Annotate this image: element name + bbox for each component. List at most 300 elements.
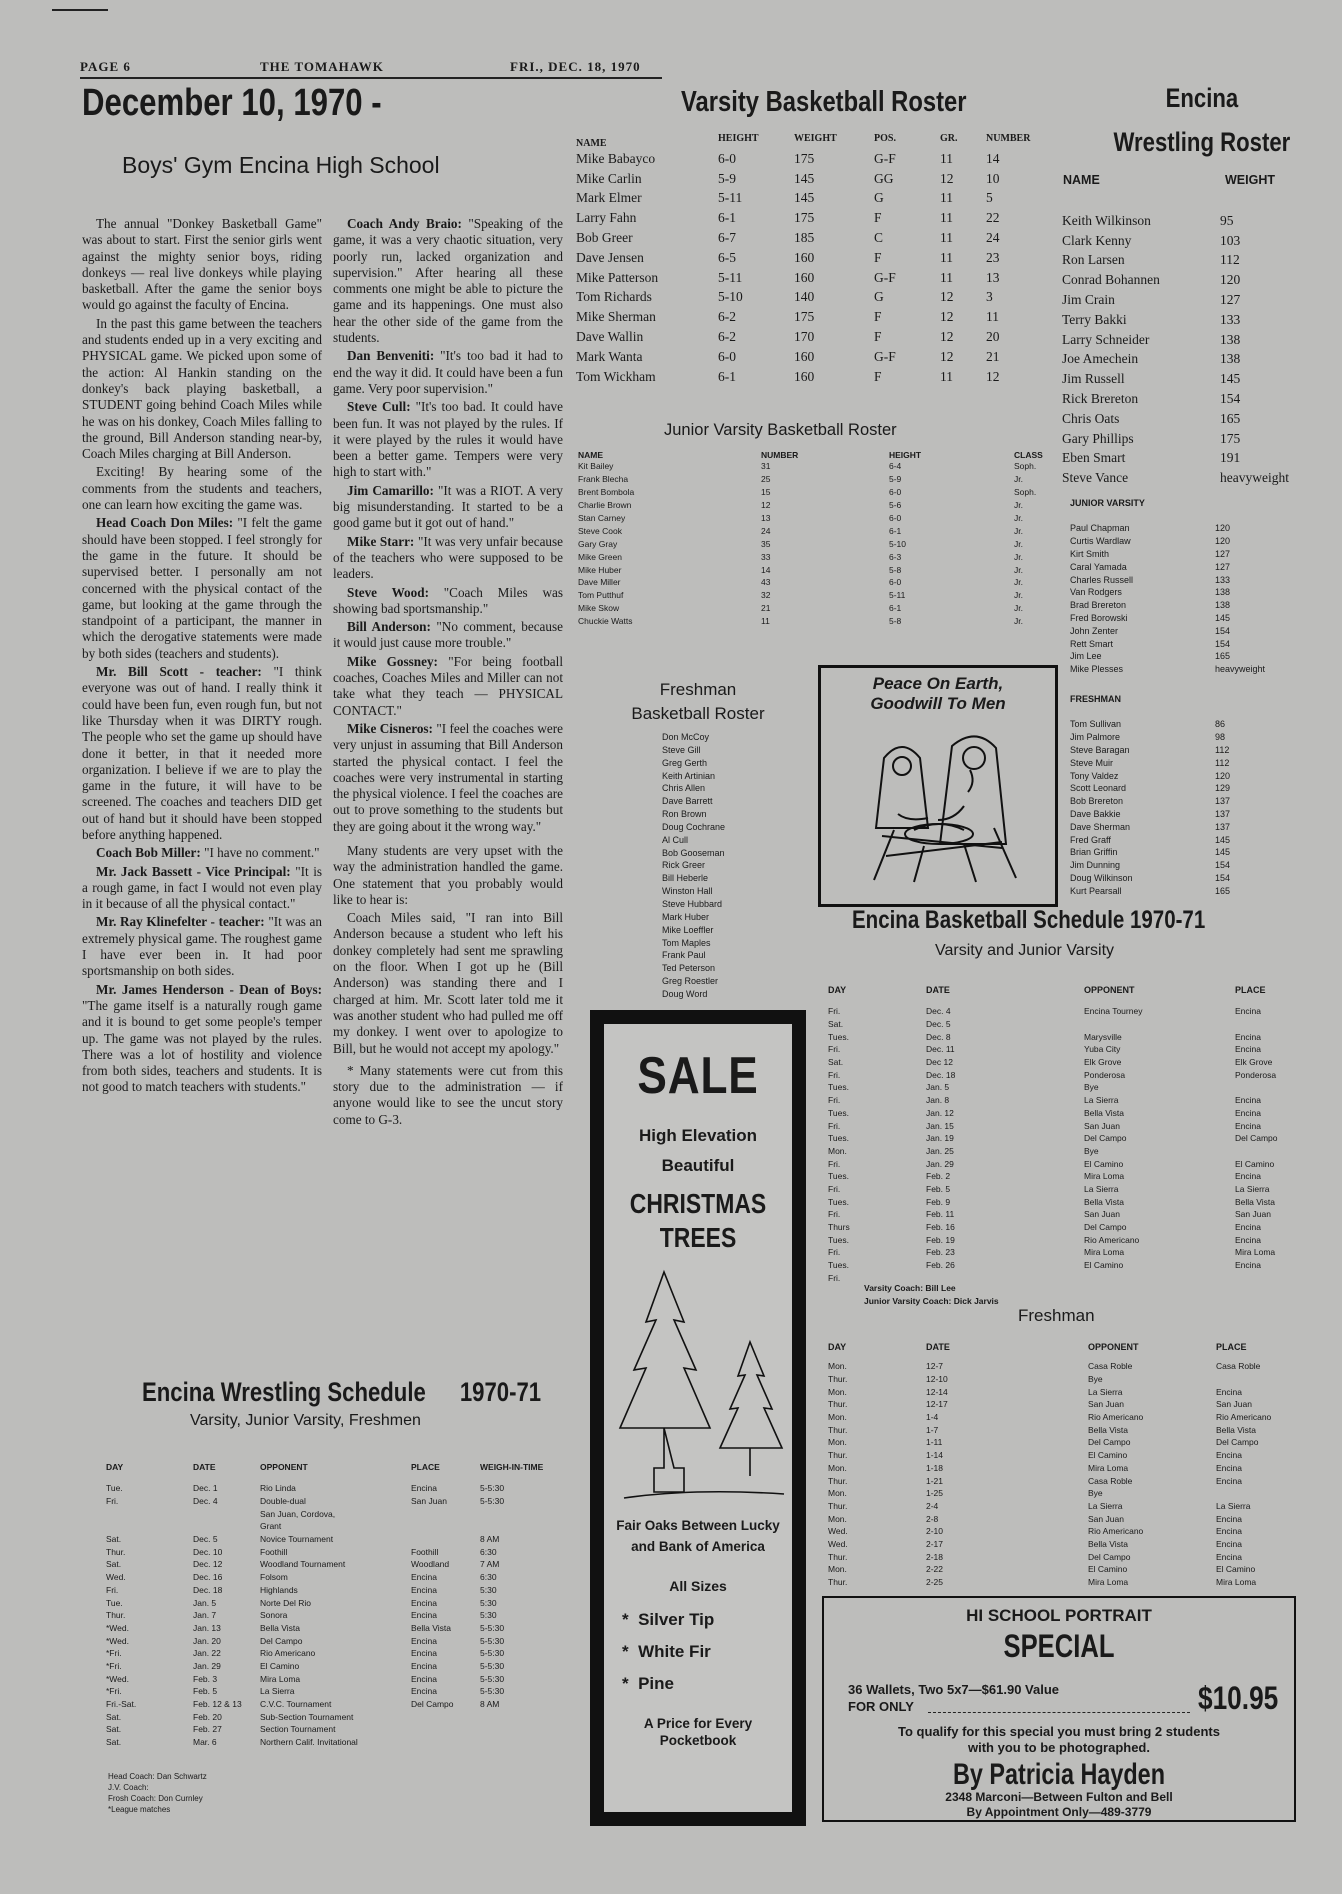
portrait-price: $10.95 xyxy=(1198,1680,1279,1716)
sale-item-label: Silver Tip xyxy=(638,1610,715,1629)
table-row xyxy=(1070,731,1290,744)
table-cell: Mon. xyxy=(828,1462,847,1473)
freshman-roster-list xyxy=(662,731,725,1001)
table-cell: Mon. xyxy=(828,1564,847,1575)
table-cell: C.V.C. Tournament xyxy=(260,1699,332,1710)
table-cell: 86 xyxy=(1215,719,1226,730)
col-header: DAY xyxy=(106,1462,124,1472)
col-header: HEIGHT xyxy=(889,450,922,460)
table-cell: 133 xyxy=(1220,311,1241,327)
table-cell: 5:30 xyxy=(480,1610,497,1621)
sale-tagline: A Price for Every xyxy=(643,1716,753,1731)
table-row xyxy=(106,1634,576,1647)
table-cell xyxy=(1084,1018,1235,1031)
table-cell: Del Campo xyxy=(1084,1222,1127,1233)
quote-speaker: Bill Anderson: xyxy=(347,619,431,635)
table-row xyxy=(106,1584,576,1597)
table-cell: 145 xyxy=(1215,612,1231,623)
col-header: NAME xyxy=(578,450,604,460)
table-cell: Encina xyxy=(1216,1551,1242,1562)
table-cell xyxy=(106,1507,193,1520)
table-cell: La Sierra xyxy=(1088,1500,1123,1511)
table-cell: El Camino xyxy=(1088,1450,1128,1461)
table-cell: 43 xyxy=(761,577,771,588)
table-cell: Jim Lee xyxy=(1070,651,1102,662)
table-cell: 6-1 xyxy=(889,525,902,536)
table-row xyxy=(828,1487,1328,1500)
table-row xyxy=(106,1596,576,1609)
table-cell xyxy=(411,1507,480,1520)
table-cell: 6-0 xyxy=(718,150,736,166)
wrestling-schedule-subtitle: Varsity, Junior Varsity, Freshmen xyxy=(190,1412,421,1429)
table-row xyxy=(828,1563,1328,1576)
quote-text: "I have no comment." xyxy=(204,845,320,861)
table-cell: 12 xyxy=(940,170,954,186)
quote-speaker: Steve Wood: xyxy=(347,584,429,600)
table-cell: G-F xyxy=(874,150,896,166)
freshman-roster-title-line: Freshman xyxy=(659,680,737,699)
table-cell: Conrad Bohannen xyxy=(1062,272,1160,288)
freshman-roster-title xyxy=(608,678,788,726)
quote xyxy=(333,534,563,583)
table-cell: Tues. xyxy=(828,1107,849,1118)
table-cell: 20 xyxy=(986,329,1000,345)
table-cell: 12-10 xyxy=(926,1374,948,1385)
table-row xyxy=(1070,820,1290,833)
quote-text: "It's too bad. It could have been fun. It was not played by the rules. If it were played by the rules it would have been a better game. Tempers were very high to start with." xyxy=(333,399,563,480)
table-cell: 5-11 xyxy=(718,269,743,285)
col-header: DATE xyxy=(193,1462,216,1472)
table-cell: 11 xyxy=(986,309,999,325)
table-row xyxy=(828,1132,1318,1145)
table-cell: Mon. xyxy=(828,1513,847,1524)
table-row xyxy=(1070,573,1290,586)
col-header: WEIGHT xyxy=(794,133,837,144)
quote-speaker: Mr. James Henderson - Dean of Boys: xyxy=(96,981,322,997)
offer-rule xyxy=(928,1712,1190,1714)
quote-speaker: Head Coach Don Miles: xyxy=(96,515,234,531)
table-cell: La Sierra xyxy=(260,1686,295,1697)
table-cell: San Juan xyxy=(1088,1513,1124,1524)
portrait-qualify: To qualify for this special you must bring 2 students xyxy=(898,1724,1220,1739)
table-cell: Encina xyxy=(411,1635,437,1646)
table-cell: 145 xyxy=(1215,847,1231,858)
table-cell: 5-5:30 xyxy=(480,1622,505,1633)
table-cell: 15 xyxy=(761,487,771,498)
table-cell xyxy=(480,1520,576,1533)
table-cell: Jan. 13 xyxy=(193,1622,221,1633)
table-cell: Van Rodgers xyxy=(1070,587,1122,598)
freshman-schedule xyxy=(828,1334,1328,1588)
table-cell: Casa Roble xyxy=(1088,1475,1133,1486)
table-cell: Wed. xyxy=(828,1538,848,1549)
table-cell: 6:30 xyxy=(480,1546,497,1557)
table-cell: Jan. 5 xyxy=(193,1597,217,1608)
table-cell: Dec. 11 xyxy=(926,1044,955,1055)
table-cell: 160 xyxy=(794,249,815,265)
quote xyxy=(333,619,563,652)
table-cell: G-F xyxy=(874,269,896,285)
table-cell: 160 xyxy=(794,368,815,384)
table-row xyxy=(828,1005,1318,1018)
table-cell: 6-0 xyxy=(718,348,736,364)
table-row xyxy=(1070,560,1290,573)
table-cell: Bella Vista xyxy=(1088,1538,1129,1549)
table-row xyxy=(1070,833,1290,846)
table-cell: Jim Dunning xyxy=(1070,860,1121,871)
table-row xyxy=(578,512,1058,525)
quote-text: "It's too bad it had to end the way it did. It could have been a fun game. Very poor supervision." xyxy=(333,348,564,396)
table-cell: 5-10 xyxy=(889,538,907,549)
sale-item-label: Pine xyxy=(638,1674,674,1693)
table-cell: 12-7 xyxy=(926,1361,944,1372)
table-cell: Tue. xyxy=(106,1597,123,1608)
table-cell: Mike Plesses xyxy=(1070,664,1124,675)
table-cell: Jan. 7 xyxy=(193,1610,217,1621)
table-cell: Sat. xyxy=(828,1019,844,1030)
table-cell: Terry Bakki xyxy=(1062,311,1127,327)
table-cell: 23 xyxy=(986,249,1000,265)
table-cell: Dave Jensen xyxy=(576,249,644,265)
sale-location: Fair Oaks Between Lucky xyxy=(616,1518,780,1533)
wrestling-roster-title-line: Wrestling Roster xyxy=(1113,127,1291,157)
table-cell: Bella Vista xyxy=(1235,1196,1276,1207)
table-cell: Tues. xyxy=(828,1031,849,1042)
table-cell: Jim Palmore xyxy=(1070,732,1121,743)
corner-rule xyxy=(52,9,108,11)
table-cell: 2-8 xyxy=(926,1513,939,1524)
table-cell: Keith Wilkinson xyxy=(1062,212,1151,228)
table-row xyxy=(106,1482,576,1495)
table-cell: GG xyxy=(874,170,894,186)
table-cell: 5-5:30 xyxy=(480,1496,505,1507)
sale-location: and Bank of America xyxy=(631,1539,765,1554)
table-cell: Larry Schneider xyxy=(1062,331,1150,347)
table-cell: Encina xyxy=(411,1686,437,1697)
table-cell: 1-7 xyxy=(926,1424,939,1435)
table-row xyxy=(1062,369,1302,389)
table-cell: El Camino xyxy=(260,1660,300,1671)
table-cell: 6-4 xyxy=(889,461,902,472)
sale-item: * Silver Tip xyxy=(622,1610,715,1629)
table-cell: Jr. xyxy=(1014,513,1023,523)
sale-line: Beautiful xyxy=(661,1156,735,1175)
table-cell: Jr. xyxy=(1014,551,1023,562)
table-cell: Fri. xyxy=(106,1496,119,1507)
quote-speaker: Jim Camarillo: xyxy=(347,482,434,498)
peace-line-2: Goodwill To Men xyxy=(870,694,1006,713)
wrestling-roster-title xyxy=(1083,76,1321,164)
jv-table xyxy=(578,450,1058,628)
table-cell: San Juan xyxy=(411,1496,447,1507)
table-row xyxy=(576,367,1054,387)
table-cell: Fri. xyxy=(828,1183,841,1194)
table-cell xyxy=(411,1736,480,1749)
table-row xyxy=(106,1495,576,1508)
table-cell: 1-25 xyxy=(926,1488,944,1499)
table-cell: San Juan xyxy=(1084,1209,1120,1220)
table-row xyxy=(576,208,1054,228)
sale-heading: SALE xyxy=(637,1047,759,1105)
table-cell: Feb. 16 xyxy=(926,1222,955,1233)
table-cell: Thurs xyxy=(828,1222,850,1233)
table-row xyxy=(828,1157,1318,1170)
basketball-schedule xyxy=(828,975,1318,1284)
list-item: Ted Peterson xyxy=(662,963,716,974)
table-row xyxy=(578,563,1058,576)
table-cell: Mark Wanta xyxy=(576,348,643,364)
table-cell: 5-5:30 xyxy=(480,1673,505,1684)
table-cell: 5-11 xyxy=(889,590,906,601)
table-cell: 3 xyxy=(986,289,993,305)
list-item: Mike Loeffler xyxy=(662,924,714,935)
table-row xyxy=(578,602,1058,615)
peace-line-1: Peace On Earth, xyxy=(872,674,1004,693)
nativity-illustration xyxy=(824,718,1052,888)
table-cell: Encina xyxy=(1216,1538,1242,1549)
wrestling-jv-label: JUNIOR VARSITY xyxy=(1070,498,1145,508)
table-cell: Fri. xyxy=(828,1272,841,1283)
table-cell: San Juan xyxy=(1084,1120,1120,1131)
table-cell: 175 xyxy=(794,210,815,226)
table-row xyxy=(828,1208,1318,1221)
col-header: NUMBER xyxy=(761,450,799,460)
table-cell: Fred Graff xyxy=(1070,834,1111,845)
table-cell: 6-1 xyxy=(889,603,902,614)
wrestling-roster-headers xyxy=(1063,173,1303,187)
table-cell: Tues. xyxy=(828,1196,849,1207)
table-cell: 2-25 xyxy=(926,1577,944,1588)
table-cell: Mira Loma xyxy=(260,1673,301,1684)
table-cell: 137 xyxy=(1215,821,1231,832)
table-cell: Joe Amechein xyxy=(1062,351,1139,367)
table-cell: Mon. xyxy=(828,1361,847,1372)
col-header: DAY xyxy=(828,1342,847,1352)
table-cell: Paul Chapman xyxy=(1070,523,1130,534)
table-cell: Fri. xyxy=(828,1158,841,1169)
table-row xyxy=(1070,548,1290,561)
paragraph: * Many statements were cut from this story due to the administration — if anyone would like to see the uncut story come to G-3. xyxy=(333,1062,563,1127)
table-cell: 8 AM xyxy=(480,1699,500,1710)
col-header: NAME xyxy=(576,138,607,149)
table-cell: Fred Borowski xyxy=(1070,612,1128,623)
table-row xyxy=(1070,782,1290,795)
table-cell: Encina xyxy=(1216,1513,1242,1524)
table-cell: Bye xyxy=(1088,1374,1103,1385)
table-cell: Feb. 5 xyxy=(926,1183,951,1194)
portrait-address: 2348 Marconi—Between Fulton and Bell xyxy=(945,1790,1173,1804)
table-row xyxy=(828,1068,1318,1081)
table-cell: Dec. 5 xyxy=(926,1019,951,1030)
table-cell: F xyxy=(874,368,882,384)
table-cell: Mike Huber xyxy=(578,564,622,575)
varsity-coach: Varsity Coach: Bill Lee xyxy=(864,1283,956,1293)
quote xyxy=(82,864,322,913)
col-header: NAME xyxy=(1063,173,1100,187)
table-cell: Bella Vista xyxy=(1088,1424,1129,1435)
col-header: PLACE xyxy=(1235,985,1266,995)
table-cell: 140 xyxy=(794,289,815,305)
table-cell: Grant xyxy=(260,1521,282,1532)
list-item: Frank Paul xyxy=(662,950,706,961)
sale-item: * Pine xyxy=(622,1674,674,1693)
table-cell: 185 xyxy=(794,230,815,246)
table-row xyxy=(828,1500,1328,1513)
table-cell: Jr. xyxy=(1014,500,1023,511)
list-item: Don McCoy xyxy=(662,732,710,742)
table-cell xyxy=(106,1520,193,1533)
table-cell: Brian Griffin xyxy=(1070,847,1118,858)
table-row xyxy=(106,1736,576,1749)
table-row xyxy=(1070,599,1290,612)
table-cell: Fri. xyxy=(828,1044,841,1055)
freshman-roster-title-line: Basketball Roster xyxy=(631,704,765,723)
quote-speaker: Coach Andy Braio: xyxy=(347,216,462,231)
table-cell: Fri. xyxy=(828,1069,841,1080)
table-cell: Brent Bombola xyxy=(578,487,635,498)
table-cell: C xyxy=(874,230,884,246)
sale-ad xyxy=(590,1010,806,1826)
paper-name: THE TOMAHAWK xyxy=(260,59,384,74)
table-cell xyxy=(1216,1373,1328,1386)
table-row xyxy=(578,524,1058,537)
table-cell: 11 xyxy=(940,190,953,206)
table-cell: El Camino xyxy=(1088,1564,1128,1575)
table-cell: Fri. xyxy=(828,1247,841,1258)
table-row xyxy=(828,1030,1318,1043)
table-cell: 2-18 xyxy=(926,1551,944,1562)
table-cell: Sat. xyxy=(106,1737,122,1748)
table-cell: Encina Tourney xyxy=(1084,1006,1143,1017)
portrait-ad xyxy=(822,1596,1296,1822)
quote xyxy=(82,515,322,662)
table-cell: Encina xyxy=(1235,1107,1261,1118)
table-cell: Foothill xyxy=(411,1546,439,1557)
table-cell: La Sierra xyxy=(1216,1500,1251,1511)
list-item: Rick Greer xyxy=(662,860,706,871)
table-row xyxy=(828,1385,1328,1398)
table-cell: Tues. xyxy=(828,1171,849,1182)
table-row xyxy=(106,1622,576,1635)
table-row xyxy=(578,537,1058,550)
table-cell: Marysville xyxy=(1084,1031,1122,1042)
table-cell: 12 xyxy=(940,309,954,325)
table-cell: La Sierra xyxy=(1084,1095,1119,1106)
table-cell: Mon. xyxy=(828,1145,847,1156)
table-cell: 165 xyxy=(1215,885,1231,896)
table-row xyxy=(1062,409,1302,429)
table-cell: Sat. xyxy=(106,1724,122,1735)
table-cell: Chris Oats xyxy=(1062,410,1120,426)
table-cell: Encina xyxy=(411,1483,437,1494)
table-cell: heavyweight xyxy=(1215,664,1266,675)
table-cell: Bye xyxy=(1084,1145,1099,1156)
table-row xyxy=(828,1081,1318,1094)
table-cell: Rett Smart xyxy=(1070,638,1114,649)
table-cell: Kit Bailey xyxy=(578,461,614,472)
table-row xyxy=(828,1221,1318,1234)
table-cell: Scott Leonard xyxy=(1070,783,1127,794)
table-cell: Bye xyxy=(1088,1488,1103,1499)
quote-speaker: Mr. Jack Bassett - Vice Principal: xyxy=(96,863,291,879)
table-row xyxy=(1070,637,1290,650)
table-cell: 154 xyxy=(1220,391,1241,407)
table-row xyxy=(1070,522,1290,535)
table-row xyxy=(576,347,1054,367)
table-cell: Thur. xyxy=(828,1424,848,1435)
table-cell: 175 xyxy=(794,309,815,325)
table-cell xyxy=(1084,1271,1235,1284)
table-cell: 12-14 xyxy=(926,1386,948,1397)
table-cell: Encina xyxy=(1235,1260,1261,1271)
table-cell: Thur. xyxy=(828,1399,848,1410)
table-cell: Mira Loma xyxy=(1084,1171,1125,1182)
table-row xyxy=(828,1056,1318,1069)
table-cell xyxy=(480,1507,576,1520)
table-cell: Ponderosa xyxy=(1235,1069,1277,1080)
table-cell: 138 xyxy=(1220,351,1241,367)
col-header: DAY xyxy=(828,985,847,995)
table-cell: 33 xyxy=(761,551,771,562)
wrestling-schedule-title xyxy=(142,1377,541,1408)
table-cell: Encina xyxy=(1235,1031,1261,1042)
table-cell: 11 xyxy=(940,230,953,246)
table-cell: 5-5:30 xyxy=(480,1483,505,1494)
table-cell: Jr. xyxy=(1014,603,1023,614)
peace-box xyxy=(818,665,1058,907)
table-row xyxy=(828,1107,1318,1120)
table-row xyxy=(1070,859,1290,872)
table-cell: Del Campo xyxy=(411,1699,454,1710)
table-cell: *Fri. xyxy=(106,1660,122,1671)
table-cell: Yuba City xyxy=(1084,1044,1121,1055)
table-cell: Thur. xyxy=(106,1546,126,1557)
table-cell: G xyxy=(874,289,884,305)
list-item: Tom Maples xyxy=(662,937,711,948)
table-cell: 10 xyxy=(986,170,1000,186)
table-cell: Gary Gray xyxy=(578,538,618,549)
table-row xyxy=(828,1550,1328,1563)
table-row xyxy=(578,589,1058,602)
list-item: Bill Heberle xyxy=(662,873,709,884)
table-cell: La Sierra xyxy=(1235,1183,1270,1194)
table-header-row xyxy=(828,1334,1328,1360)
table-cell: Sat. xyxy=(106,1534,122,1545)
table-cell: Encina xyxy=(1235,1234,1261,1245)
table-row xyxy=(1062,310,1302,330)
table-row xyxy=(106,1710,576,1723)
table-row xyxy=(828,1360,1328,1373)
table-cell xyxy=(411,1723,480,1736)
table-cell: Dec. 18 xyxy=(193,1584,223,1595)
table-cell: Jan. 12 xyxy=(926,1107,954,1118)
list-item: Bob Gooseman xyxy=(662,847,725,858)
col-header: OPPONENT xyxy=(1084,985,1135,995)
table-row xyxy=(578,486,1058,499)
table-row xyxy=(828,1094,1318,1107)
table-cell: 5-6 xyxy=(889,500,902,511)
table-cell: 12 xyxy=(940,329,954,345)
headline: December 10, 1970 - xyxy=(82,82,382,124)
table-cell: Jr. xyxy=(1014,577,1023,588)
table-cell: 5-9 xyxy=(718,170,736,186)
table-cell: Dec. 16 xyxy=(193,1572,223,1583)
table-cell: 160 xyxy=(794,348,815,364)
quote-text: "No comment, because it would just cause more trouble." xyxy=(333,619,563,651)
basketball-schedule-table xyxy=(828,975,1318,1284)
quote-text: "I felt the game should have been stopped. I feel strongly for the game in the future. It should be supervised better. I personally am not concerned with the physical contact of the game, but looking at the game through the standpoint of a participant, the manner in which the derogative statements were made by both sides (teachers and students). xyxy=(82,515,322,661)
table-cell: Encina xyxy=(1235,1095,1261,1106)
